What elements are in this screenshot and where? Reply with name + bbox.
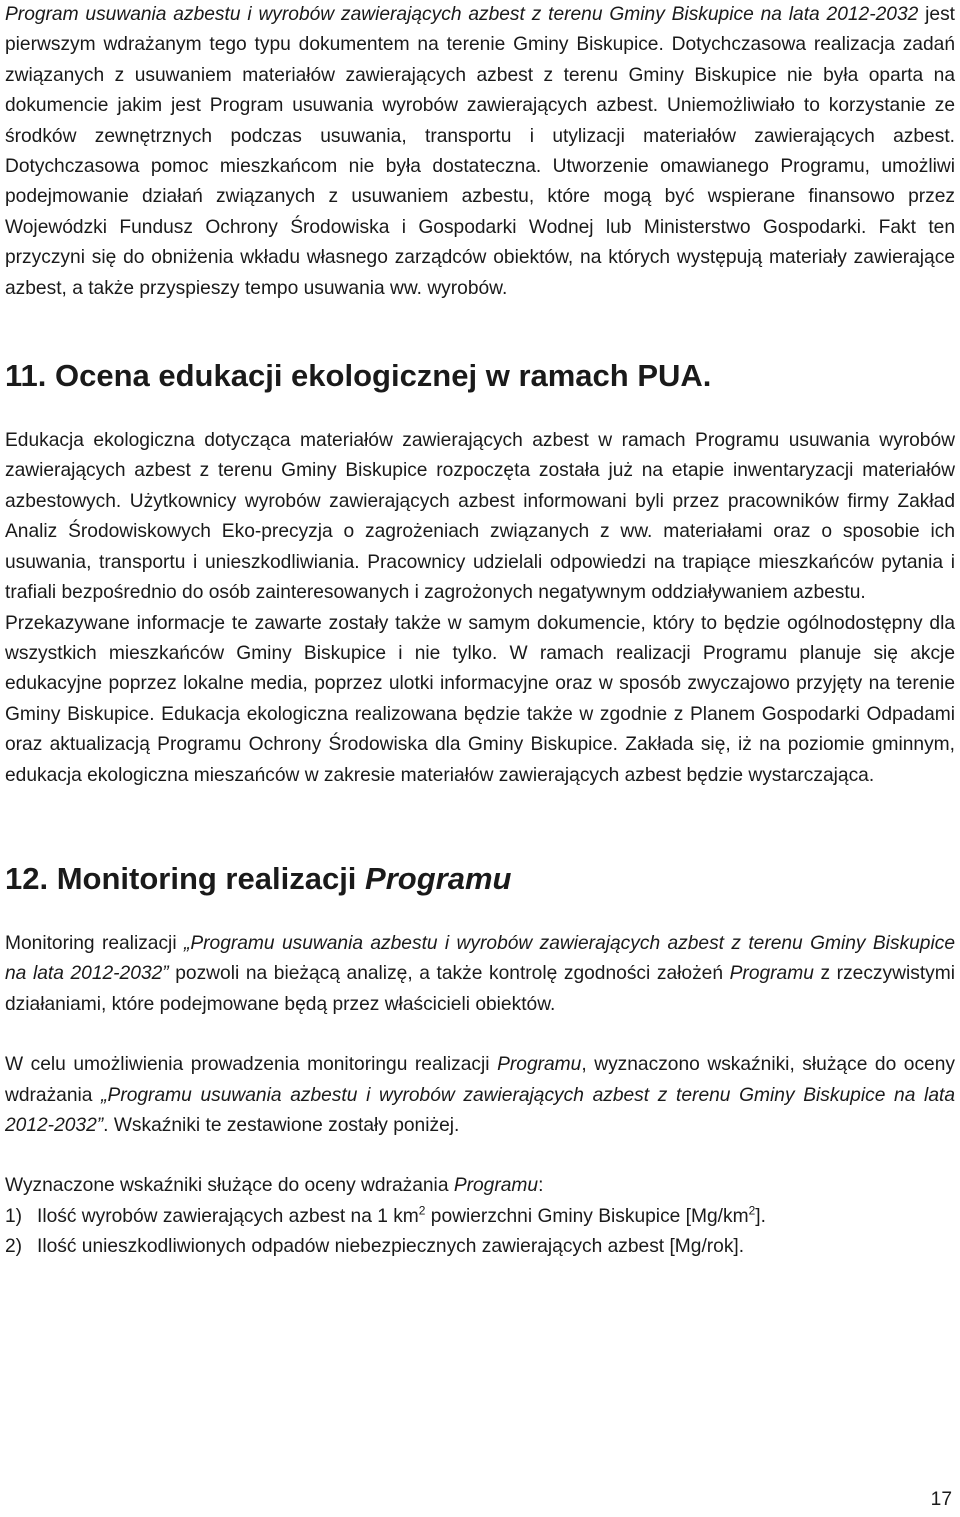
section-11-paragraph-2: Przekazywane informacje te zawarte zostały także w samym dokumencie, który to będzie ogólnodostępny dla wszystkich mieszkańców Gminy Biskupice i nie tylko. W ramach realizacji Programu planuje się akcje edukacyjne poprzez lokalne media, poprzez ulotki informacyjne oraz w sposób zwyczajowo przyjęty na terenie Gminy Biskupice. Edukacja ekologiczna realizowana będzie także w zgodnie z Planem Gospodarki Odpadami oraz aktualizacją Programu Ochrony Środowiska dla Gminy Biskupice. Zakłada się, iż na poziomie gminnym, edukacja ekologiczna mieszańców w zakresie materiałów zawierających azbest będzie wystarczająca. <box>5 612 955 786</box>
program-title-italic: Program usuwania azbestu i wyrobów zawierających azbest z terenu Gminy Biskupice na lata 2012-2032 <box>5 4 919 25</box>
list-item-text: ]. <box>755 1205 766 1227</box>
section-11-heading: 11. Ocena edukacji ekologicznej w ramach PUA. <box>5 358 712 394</box>
indicator-list <box>5 1202 955 1263</box>
section-12-heading-italic: Programu <box>365 860 512 896</box>
superscript: 2 <box>748 1203 756 1218</box>
page-number: 17 <box>930 1489 952 1510</box>
s12p2-t3: . Wskaźniki te zestawione zostały poniżej. <box>103 1114 460 1136</box>
intro-text: jest pierwszym wdrażanym tego typu dokumentem na terenie Gminy Biskupice. Dotychczasowa realizacja zadań związanych z usuwaniem materiałów zawierających azbest z terenu Gminy Biskupice nie była oparta na dokumencie jakim jest Program usuwania wyrobów zawierających azbest. Uniemożliwiało to korzystanie ze środków zewnętrznych podczas usuwania, transportu i utylizacji materiałów zawierających azbest. Dotychczasowa pomoc mieszkańcom nie była dostateczna. Utworzenie omawianego Programu, umożliwi podejmowanie działań związanych z usuwaniem azbestu, które mogą być wspierane finansowo przez Wojewódzki Fundusz Ochrony Środowiska i Gospodarki Wodnej lub Ministerstwo Gospodarki. Fakt ten przyczyni się do obniżenia wkładu własnego zarządców obiektów, na których występują materiały zawierające azbest, a także przyspieszy tempo usuwania ww. wyrobów. <box>5 4 955 299</box>
s12p2-i1: Programu <box>497 1054 582 1076</box>
section-12-heading <box>5 859 955 899</box>
s12p3-i1: Programu <box>453 1175 539 1197</box>
section-12-heading-text: 12. Monitoring realizacji <box>5 860 366 896</box>
s12p2-t1: W celu umożliwienia prowadzenia monitoringu realizacji <box>5 1054 498 1076</box>
s12p2-t2: , wyznaczono wskaźniki, służące do oceny wdrażania <box>5 1054 955 1106</box>
list-item-text: Ilość unieszkodliwionych odpadów niebezpiecznych zawierających azbest [Mg/rok]. <box>37 1236 745 1258</box>
list-item-number: 2) <box>5 1236 23 1258</box>
s12p1-i2: Programu <box>729 963 814 985</box>
list-item-text: powierzchni Gminy Biskupice [Mg/km <box>425 1205 749 1227</box>
s12p1-i1: „Programu usuwania azbestu i wyrobów zawierających azbest z terenu Gminy Biskupice na lata 2012-2032” <box>5 932 956 985</box>
section-12-paragraph-2 <box>5 1050 955 1141</box>
list-item <box>5 1232 955 1262</box>
s12p1-t2: pozwoli na bieżącą analizę, a także kontrolę zgodności założeń <box>168 963 730 985</box>
list-item <box>5 1202 955 1232</box>
s12p3-t2: : <box>538 1175 544 1197</box>
intro-paragraph <box>5 0 955 304</box>
list-item-number: 1) <box>5 1205 23 1227</box>
section-11-paragraph-1: Edukacja ekologiczna dotycząca materiałów zawierających azbest w ramach Programu usuwania wyrobów zawierających azbest z terenu Gminy Biskupice rozpoczęta została już na etapie inwentaryzacji materiałów azbestowych. Użytkownicy wyrobów zawierających azbest informowani byli przez pracowników firmy Zakład Analiz Środowiskowych Eko-precyzja o zagrożeniach związanych z ww. materiałami oraz o sposobie ich usuwania, transportu i unieszkodliwiania. Pracownicy udzielali odpowiedzi na trapiące mieszkańców pytania i trafiali bezpośrednio do osób zainteresowanych i zagrożonych negatywnym oddziaływaniem azbestu. <box>5 430 955 604</box>
superscript: 2 <box>418 1203 426 1218</box>
s12p2-i2: „Programu usuwania azbestu i wyrobów zawierających azbest z terenu Gminy Biskupice na lata 2012-2032” <box>5 1084 955 1136</box>
section-12-paragraph-3 <box>5 1171 955 1201</box>
s12p1-t1: Monitoring realizacji <box>5 932 184 954</box>
section-12-paragraph-1 <box>5 929 955 1020</box>
s12p3-t1: Wyznaczone wskaźniki służące do oceny wdrażania <box>5 1175 454 1197</box>
list-item-text: Ilość wyrobów zawierających azbest na 1 km <box>37 1205 419 1227</box>
s12p1-t3: z rzeczywistymi działaniami, które podejmowane będą przez właścicieli obiektów. <box>5 963 955 1015</box>
